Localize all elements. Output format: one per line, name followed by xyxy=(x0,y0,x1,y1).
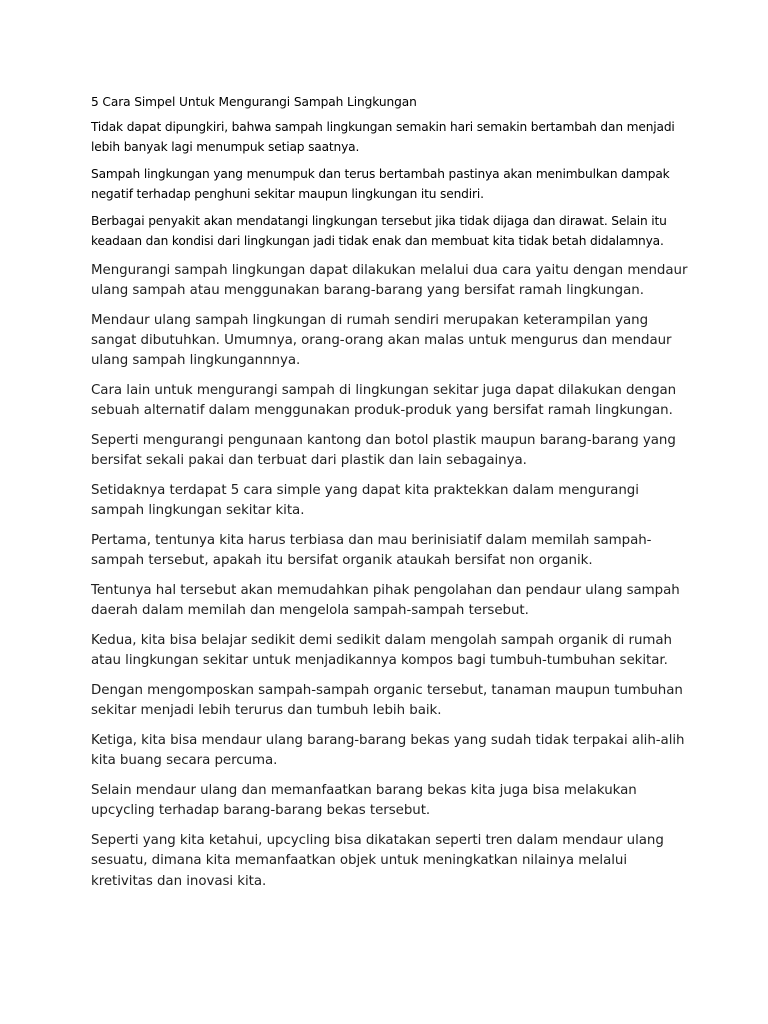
body-paragraph: Selain mendaur ulang dan memanfaatkan barang bekas kita juga bisa melakukan upcycling terhadap barang-barang bekas tersebut. xyxy=(91,783,637,819)
body-paragraph: Seperti yang kita ketahui, upcycling bisa dikatakan seperti tren dalam mendaur ulang sesuatu, dimana kita memanfaatkan objek untuk meningkatkan nilainya melalui kretivitas dan inovasi kita. xyxy=(91,833,664,889)
intro-paragraph: Sampah lingkungan yang menumpuk dan terus bertambah pastinya akan menimbulkan dampak negatif terhadap penghuni sekitar maupun lingkungan itu sendiri. xyxy=(91,167,670,201)
document-title: 5 Cara Simpel Untuk Mengurangi Sampah Lingkungan xyxy=(91,95,417,109)
intro-paragraph: Tidak dapat dipungkiri, bahwa sampah lingkungan semakin hari semakin bertambah dan menjadi lebih banyak lagi menumpuk setiap saatnya. xyxy=(91,120,675,154)
body-paragraph: Setidaknya terdapat 5 cara simple yang dapat kita praktekkan dalam mengurangi sampah lingkungan sekitar kita. xyxy=(91,483,639,519)
body-paragraph: Seperti mengurangi pengunaan kantong dan botol plastik maupun barang-barang yang bersifat sekali pakai dan terbuat dari plastik dan lain sebagainya. xyxy=(91,433,676,469)
intro-paragraph: Berbagai penyakit akan mendatangi lingkungan tersebut jika tidak dijaga dan dirawat. Selain itu keadaan dan kondisi dari lingkungan jadi tidak enak dan membuat kita tidak betah didalamnya. xyxy=(91,214,667,248)
body-paragraph: Ketiga, kita bisa mendaur ulang barang-barang bekas yang sudah tidak terpakai alih-alih kita buang secara percuma. xyxy=(91,733,685,769)
body-paragraph: Cara lain untuk mengurangi sampah di lingkungan sekitar juga dapat dilakukan dengan sebuah alternatif dalam menggunakan produk-produk yang bersifat ramah lingkungan. xyxy=(91,383,677,419)
body-paragraph: Mengurangi sampah lingkungan dapat dilakukan melalui dua cara yaitu dengan mendaur ulang sampah atau menggunakan barang-barang yang bersifat ramah lingkungan. xyxy=(91,263,688,299)
body-paragraph: Kedua, kita bisa belajar sedikit demi sedikit dalam mengolah sampah organik di rumah atau lingkungan sekitar untuk menjadikannya kompos bagi tumbuh-tumbuhan sekitar. xyxy=(91,633,672,669)
body-paragraph: Tentunya hal tersebut akan memudahkan pihak pengolahan dan pendaur ulang sampah daerah dalam memilah dan mengelola sampah-sampah tersebut. xyxy=(91,583,680,619)
body-paragraph: Dengan mengomposkan sampah-sampah organic tersebut, tanaman maupun tumbuhan sekitar menjadi lebih terurus dan tumbuh lebih baik. xyxy=(91,683,683,719)
body-paragraph: Pertama, tentunya kita harus terbiasa dan mau berinisiatif dalam memilah sampah-sampah tersebut, apakah itu bersifat organik ataukah bersifat non organik. xyxy=(91,533,652,569)
document-content xyxy=(91,93,691,901)
body-paragraph: Mendaur ulang sampah lingkungan di rumah sendiri merupakan keterampilan yang sangat dibutuhkan. Umumnya, orang-orang akan malas untuk mengurus dan mendaur ulang sampah lingkungannnya. xyxy=(91,313,672,369)
